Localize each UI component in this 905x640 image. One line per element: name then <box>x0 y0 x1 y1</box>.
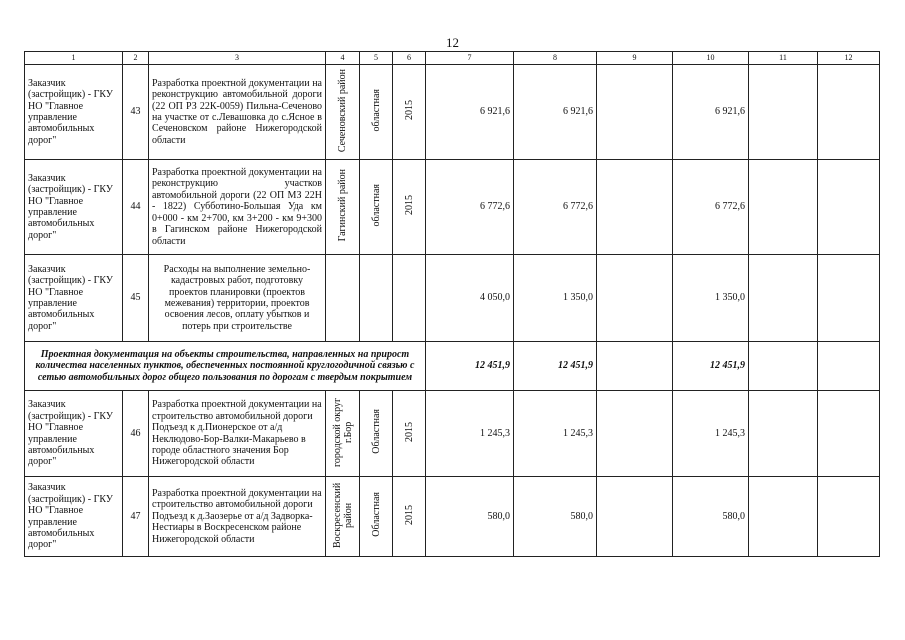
section-total-col-9 <box>597 342 673 391</box>
value-col-12 <box>818 65 880 160</box>
value-col-9 <box>597 255 673 342</box>
value-col-11 <box>749 477 818 557</box>
section-heading-row <box>25 342 880 391</box>
customer-cell: Заказчик (застройщик) - ГКУ НО "Главное управление автомобильных дорог" <box>25 65 123 160</box>
value-col-10: 6 921,6 <box>673 65 749 160</box>
value-col-8: 1 245,3 <box>514 391 597 477</box>
year-cell <box>393 160 426 255</box>
district-text: городской округ г.Бор <box>331 397 354 467</box>
description-cell: Разработка проектной документации на строительство автомобильной дороги Подъезд к д.Пионерское от а/д Неклюдово-Бор-Валки-Макарьево в городе областного значения Бор Нижегородской области <box>149 391 326 477</box>
year-cell <box>393 391 426 477</box>
value-col-11 <box>749 391 818 477</box>
value-col-12 <box>818 255 880 342</box>
column-header: 7 <box>426 52 514 65</box>
section-total-col-12 <box>818 342 880 391</box>
value-col-12 <box>818 477 880 557</box>
value-col-9 <box>597 477 673 557</box>
value-col-11 <box>749 160 818 255</box>
column-header: 9 <box>597 52 673 65</box>
value-col-11 <box>749 65 818 160</box>
value-col-7: 6 921,6 <box>426 65 514 160</box>
section-total-col-7: 12 451,9 <box>426 342 514 391</box>
budget-text: Областная <box>370 492 382 538</box>
budget-cell <box>360 477 393 557</box>
year-cell <box>393 255 426 342</box>
table-row <box>25 160 880 255</box>
column-header: 8 <box>514 52 597 65</box>
value-col-8: 6 921,6 <box>514 65 597 160</box>
year-text: 2015 <box>403 100 415 121</box>
column-header: 4 <box>326 52 360 65</box>
description-cell: Разработка проектной документации на строительство автомобильной дороги Подъезд к д.Заозерье от а/д Задворка-Нестиары в Воскресенском районе Нижегородской области <box>149 477 326 557</box>
value-col-10: 1 245,3 <box>673 391 749 477</box>
year-cell <box>393 65 426 160</box>
description-cell: Разработка проектной документации на реконструкцию автомобильной дороги (22 ОП РЗ 22К-0059) Пильна-Сеченово на участке от с.Левашовка до с.Ясное в Сеченовском районе Нижегородской области <box>149 65 326 160</box>
budget-cell <box>360 65 393 160</box>
year-text: 2015 <box>403 504 415 525</box>
value-col-8: 6 772,6 <box>514 160 597 255</box>
district-text: Гагинский район <box>337 169 348 242</box>
value-col-9 <box>597 391 673 477</box>
column-number-row <box>25 52 880 65</box>
section-total-col-10: 12 451,9 <box>673 342 749 391</box>
column-header: 1 <box>25 52 123 65</box>
column-header: 10 <box>673 52 749 65</box>
value-col-7: 580,0 <box>426 477 514 557</box>
customer-cell: Заказчик (застройщик) - ГКУ НО "Главное управление автомобильных дорог" <box>25 160 123 255</box>
section-total-col-11 <box>749 342 818 391</box>
section-total-col-8: 12 451,9 <box>514 342 597 391</box>
year-text: 2015 <box>403 195 415 216</box>
value-col-10: 580,0 <box>673 477 749 557</box>
table-row <box>25 255 880 342</box>
district-cell <box>326 391 360 477</box>
table-row <box>25 477 880 557</box>
description-cell: Разработка проектной документации на реконструкцию участков автомобильной дороги (22 ОП МЗ 22Н - 1822) Субботино-Большая Уда км 0+000 - км 2+700, км 3+200 - км 9+300 в Гагинском районе Нижегородской области <box>149 160 326 255</box>
district-cell <box>326 255 360 342</box>
value-col-7: 6 772,6 <box>426 160 514 255</box>
row-number: 44 <box>123 160 149 255</box>
budget-cell <box>360 391 393 477</box>
district-cell <box>326 160 360 255</box>
section-title: Проектная документация на объекты строительства, направленных на прирост количества населенных пунктов, обеспеченных постоянной круглогодичной связью с сетью автомобильных дорог общего пользования по дорогам с твердым покрытием <box>25 342 426 391</box>
value-col-9 <box>597 160 673 255</box>
value-col-9 <box>597 65 673 160</box>
district-cell <box>326 477 360 557</box>
column-header: 12 <box>818 52 880 65</box>
description-cell: Расходы на выполнение земельно-кадастровых работ, подготовку проектов планировки (проектов межевания) территории, проектов освоения лесов, оплату убытков и потерь при строительстве <box>149 255 326 342</box>
column-header: 2 <box>123 52 149 65</box>
year-text: 2015 <box>403 421 415 442</box>
value-col-10: 6 772,6 <box>673 160 749 255</box>
row-number: 43 <box>123 65 149 160</box>
value-col-7: 1 245,3 <box>426 391 514 477</box>
investment-table <box>24 51 880 557</box>
value-col-7: 4 050,0 <box>426 255 514 342</box>
year-cell <box>393 477 426 557</box>
district-text: Сеченовский район <box>337 68 348 152</box>
table-row <box>25 65 880 160</box>
value-col-8: 1 350,0 <box>514 255 597 342</box>
customer-cell: Заказчик (застройщик) - ГКУ НО "Главное управление автомобильных дорог" <box>25 477 123 557</box>
budget-text: Областная <box>370 409 382 455</box>
budget-text: областная <box>370 89 382 132</box>
district-text: Воскресенский район <box>331 482 354 548</box>
budget-cell <box>360 255 393 342</box>
value-col-12 <box>818 160 880 255</box>
row-number: 47 <box>123 477 149 557</box>
budget-text: областная <box>370 184 382 227</box>
table-row <box>25 391 880 477</box>
column-header: 3 <box>149 52 326 65</box>
column-header: 5 <box>360 52 393 65</box>
value-col-8: 580,0 <box>514 477 597 557</box>
district-cell <box>326 65 360 160</box>
value-col-12 <box>818 391 880 477</box>
row-number: 45 <box>123 255 149 342</box>
budget-cell <box>360 160 393 255</box>
customer-cell: Заказчик (застройщик) - ГКУ НО "Главное управление автомобильных дорог" <box>25 391 123 477</box>
column-header: 11 <box>749 52 818 65</box>
value-col-10: 1 350,0 <box>673 255 749 342</box>
column-header: 6 <box>393 52 426 65</box>
page-number: 12 <box>446 35 459 50</box>
row-number: 46 <box>123 391 149 477</box>
value-col-11 <box>749 255 818 342</box>
customer-cell: Заказчик (застройщик) - ГКУ НО "Главное управление автомобильных дорог" <box>25 255 123 342</box>
